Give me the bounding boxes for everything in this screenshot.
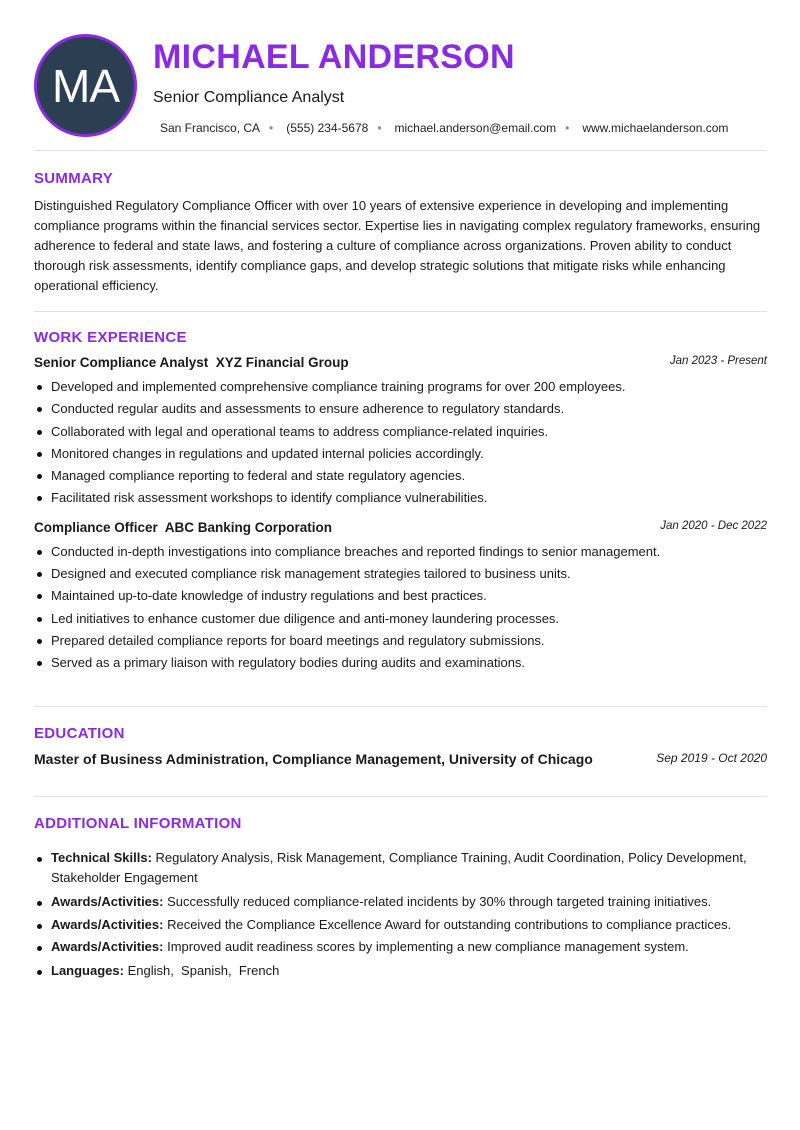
item-label: Technical Skills:: [51, 850, 152, 865]
list-item: [34, 937, 767, 957]
section-heading: WORK EXPERIENCE: [34, 329, 187, 346]
summary-section: [34, 170, 767, 296]
website[interactable]: www.michaelanderson.com: [582, 121, 729, 135]
section-heading: SUMMARY: [34, 170, 114, 187]
item-text: Improved audit readiness scores by implementing a new compliance management system.: [163, 939, 689, 954]
list-item: Served as a primary liaison with regulatory bodies during audits and examinations.: [34, 652, 767, 674]
list-item: Collaborated with legal and operational teams to address compliance-related inquiries.: [34, 421, 767, 443]
list-item: Led initiatives to enhance customer due diligence and anti-money laundering processes.: [34, 608, 767, 630]
section-heading: ADDITIONAL INFORMATION: [34, 815, 242, 832]
divider: [34, 706, 767, 707]
list-item: Designed and executed compliance risk management strategies tailored to business units.: [34, 563, 767, 585]
item-text: Successfully reduced compliance-related incidents by 30% through targeted training initiatives.: [163, 894, 712, 909]
experience-section: [34, 329, 767, 675]
summary-text: Distinguished Regulatory Compliance Officer with over 10 years of extensive experience in developing and implementing compliance programs within the financial services sector. Expertise lies in navigating complex regulatory frameworks, ensuring adherence to federal and state laws, and fostering a culture of compliance across organizations. Proven ability to conduct thorough risk assessments, identify compliance gaps, and develop strategic solutions that mitigate risks while enhancing operational efficiency.: [34, 198, 761, 293]
list-item: [34, 848, 767, 888]
section-heading: EDUCATION: [34, 725, 125, 742]
item-text: Regulatory Analysis, Risk Management, Compliance Training, Audit Coordination, Policy Development, Stakeholder Engagement: [51, 850, 747, 885]
list-item: Conducted regular audits and assessments to ensure adherence to regulatory standards.: [34, 398, 767, 420]
job-date: Jan 2023 - Present: [669, 355, 767, 367]
phone: (555) 234-5678: [286, 121, 369, 135]
candidate-title: Senior Compliance Analyst: [153, 89, 345, 106]
list-item: [34, 915, 767, 935]
divider: [34, 150, 767, 151]
job-entry: [34, 520, 767, 675]
list-item: [34, 892, 767, 912]
divider: [34, 796, 767, 797]
item-label: Awards/Activities:: [51, 939, 164, 954]
education-date: Sep 2019 - Oct 2020: [656, 751, 767, 765]
candidate-name: MICHAEL ANDERSON: [153, 38, 515, 76]
item-label: Awards/Activities:: [51, 894, 164, 909]
list-item: Facilitated risk assessment workshops to identify compliance vulnerabilities.: [34, 487, 767, 509]
item-label: Languages:: [51, 963, 124, 978]
list-item: [34, 961, 767, 981]
job-role: Senior Compliance Analyst XYZ Financial Group: [34, 355, 349, 370]
list-item: Maintained up-to-date knowledge of industry regulations and best practices.: [34, 585, 767, 607]
additional-section: [34, 815, 767, 984]
degree: Master of Business Administration, Compliance Management, University of Chicago: [34, 751, 593, 767]
education-section: [34, 725, 767, 773]
list-item: Conducted in-depth investigations into compliance breaches and reported findings to senior management.: [34, 541, 767, 563]
job-role: Compliance Officer ABC Banking Corporation: [34, 519, 333, 535]
item-text: Received the Compliance Excellence Award for outstanding contributions to compliance practices.: [163, 916, 732, 932]
item-text: English, Spanish, French: [123, 963, 280, 978]
list-item: Prepared detailed compliance reports for board meetings and regulatory submissions.: [34, 630, 767, 652]
email[interactable]: michael.anderson@email.com: [394, 121, 557, 135]
contact-info: San Francisco, CA • (555) 234-5678 • michael.anderson@email.com • www.michaelanderson.com: [160, 121, 729, 135]
list-item: Monitored changes in regulations and updated internal policies accordingly.: [34, 443, 767, 465]
job-entry: [34, 355, 767, 510]
avatar-initials: MA: [52, 59, 119, 112]
avatar: [34, 34, 137, 137]
divider: [34, 311, 767, 312]
list-item: Developed and implemented comprehensive compliance training programs for over 200 employees.: [34, 376, 767, 398]
list-item: Managed compliance reporting to federal and state regulatory agencies.: [34, 465, 767, 487]
item-label: Awards/Activities:: [51, 916, 164, 932]
location: San Francisco, CA: [160, 121, 261, 135]
job-date: Jan 2020 - Dec 2022: [660, 519, 767, 532]
